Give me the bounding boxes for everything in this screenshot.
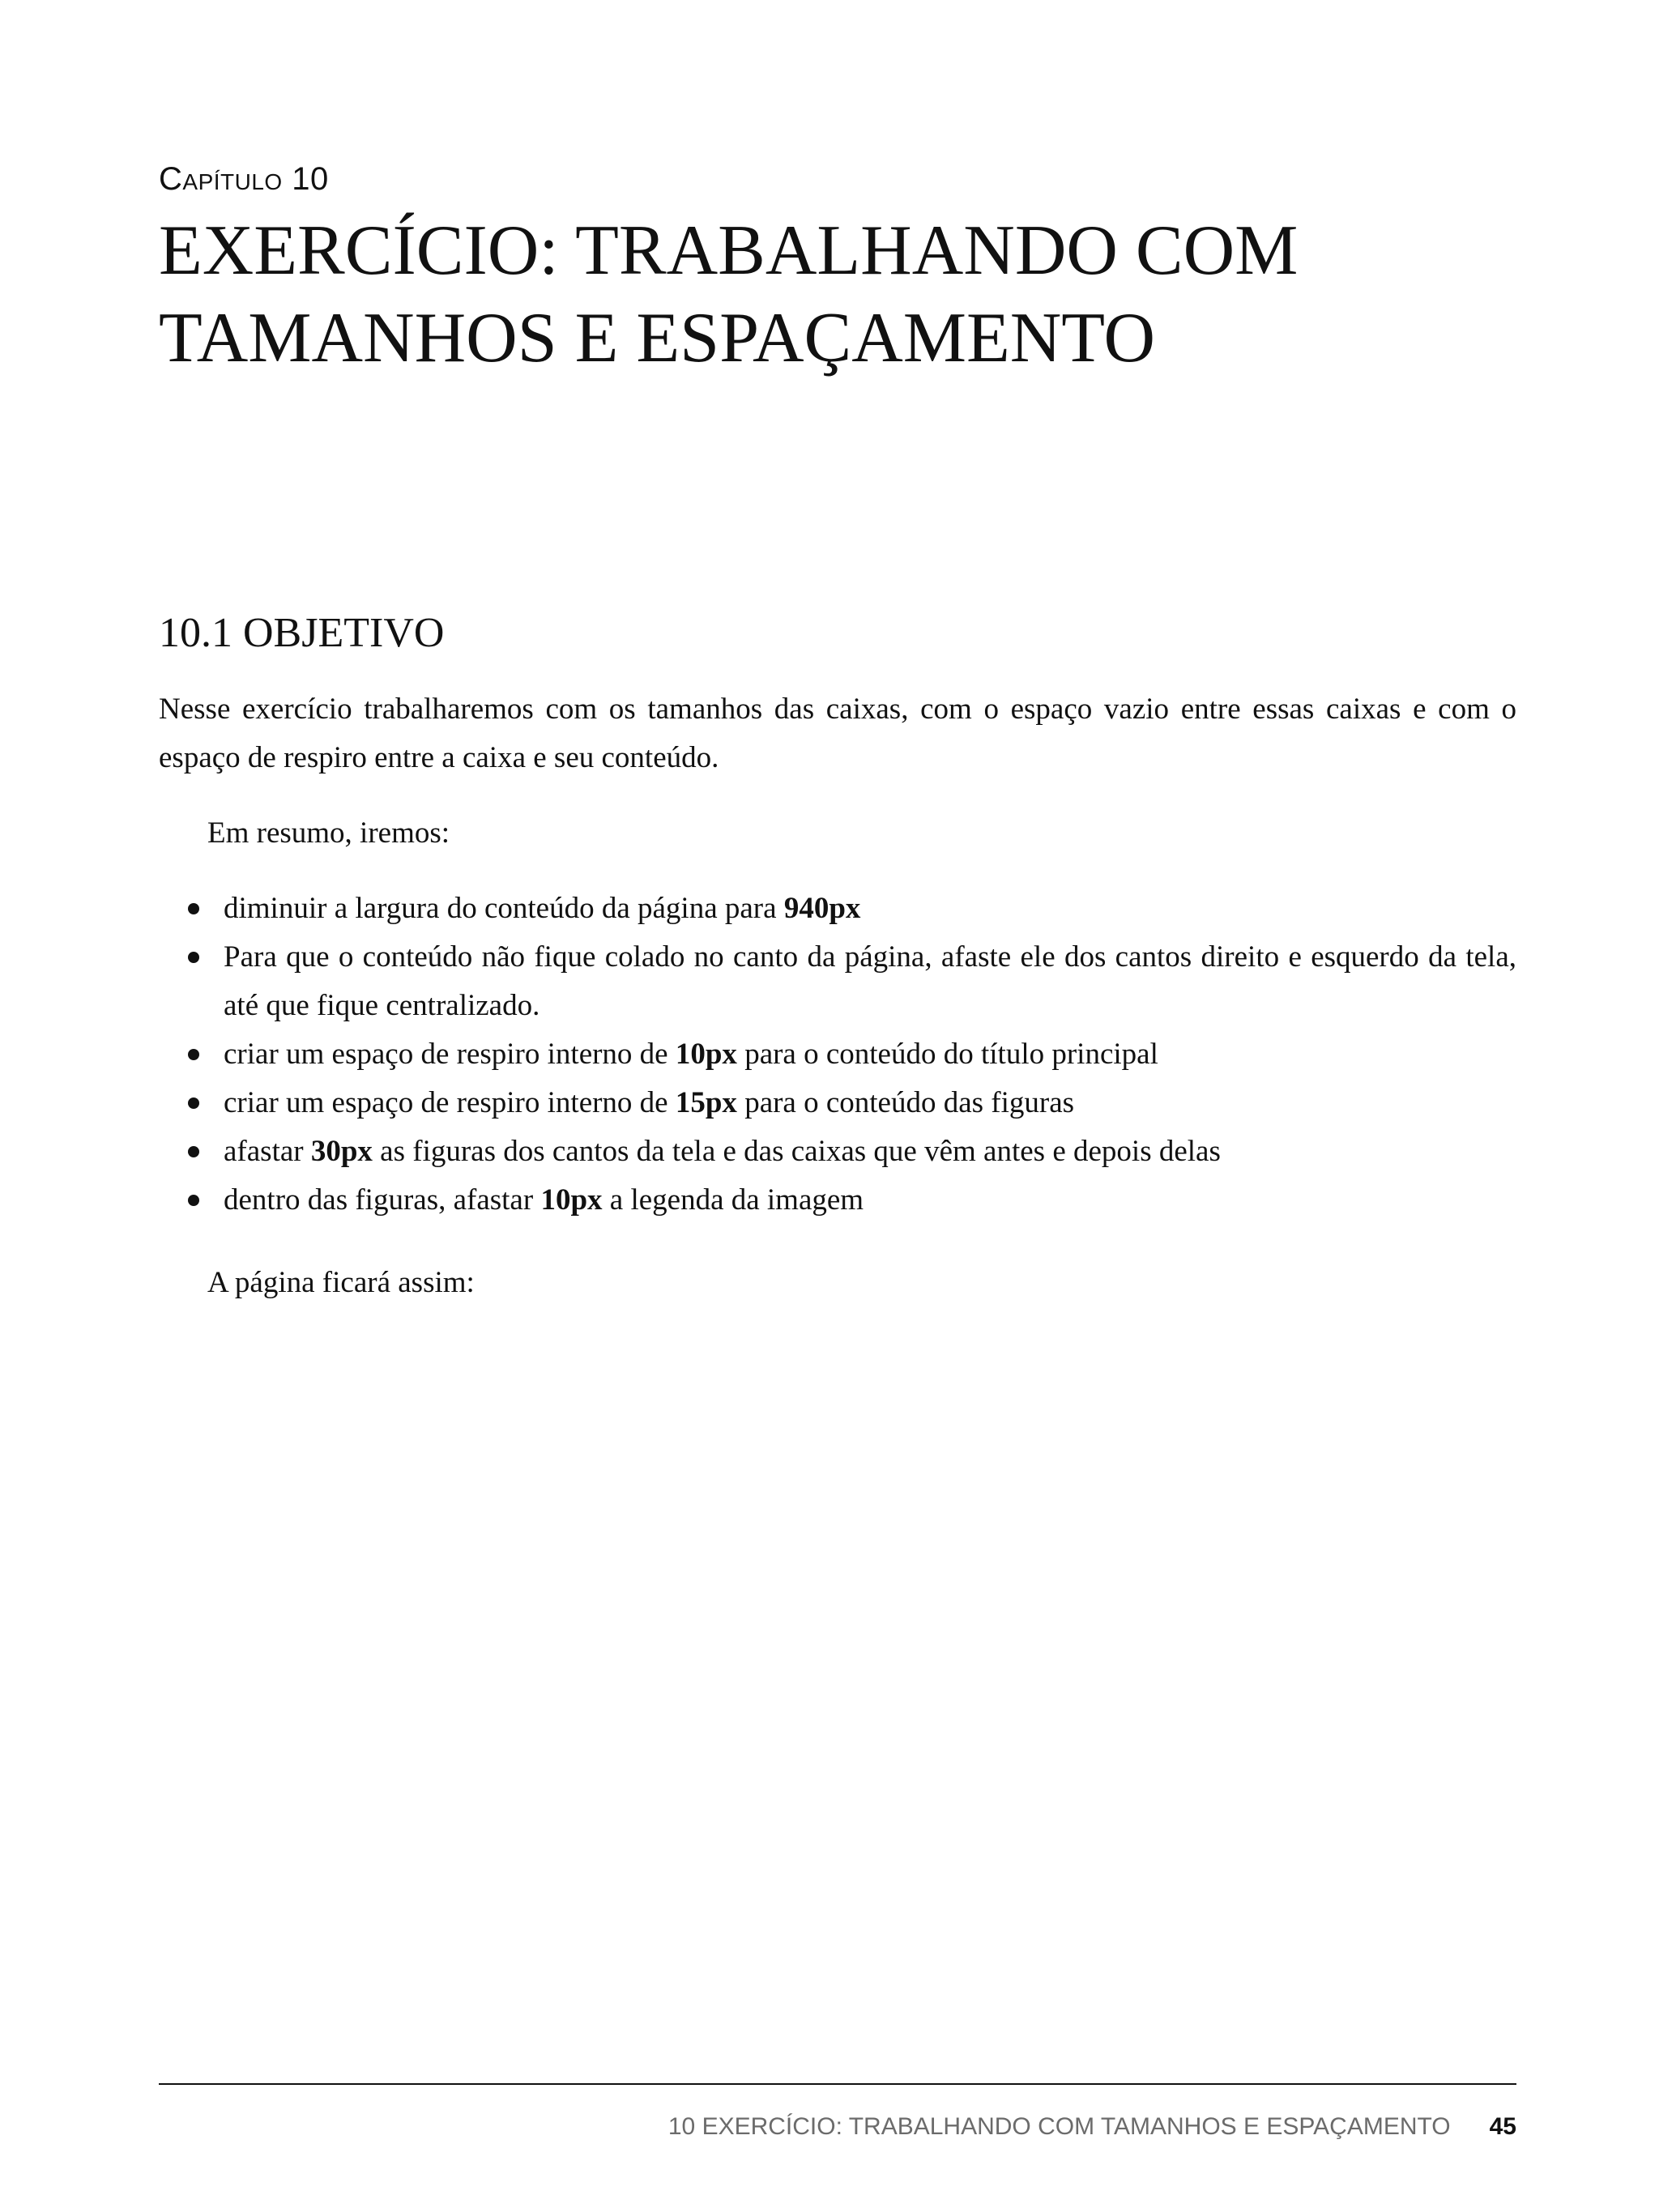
list-item xyxy=(159,1079,1516,1127)
list-item-text-tail: para o conteúdo das figuras xyxy=(736,1086,1075,1119)
list-item-text: criar um espaço de respiro interno de xyxy=(224,1038,676,1071)
list-item-text: dentro das figuras, afastar xyxy=(224,1183,541,1217)
closing-paragraph: A página ficará assim: xyxy=(207,1266,475,1299)
list-item-value: 10px xyxy=(540,1183,603,1217)
list-item xyxy=(159,1127,1516,1176)
list-item xyxy=(159,1176,1516,1225)
footer-running-title: 10 EXERCÍCIO: TRABALHANDO COM TAMANHOS E ESPAÇAMENTO xyxy=(667,2113,1451,2140)
page-footer xyxy=(668,2111,1516,2143)
chapter-title-line-1: EXERCÍCIO: TRABALHANDO COM xyxy=(159,211,1299,290)
list-item-value: 15px xyxy=(675,1086,737,1119)
list-item-value: 940px xyxy=(783,892,861,925)
chapter-title-line-2: TAMANHOS E ESPAÇAMENTO xyxy=(159,299,1156,377)
bullet-icon xyxy=(188,1097,199,1109)
summary-lead: Em resumo, iremos: xyxy=(207,816,450,850)
list-item-text: criar um espaço de respiro interno de xyxy=(224,1086,676,1119)
bullet-icon xyxy=(188,903,199,914)
bullet-icon xyxy=(188,1049,199,1060)
list-item-text: Para que o conteúdo não fique colado no canto da página, afaste ele dos cantos direito e esquerdo da tela, até que fique centralizado. xyxy=(224,940,1516,1022)
section-heading: 10.1 OBJETIVO xyxy=(159,610,445,656)
intro-paragraph: Nesse exercício trabalharemos com os tamanhos das caixas, com o espaço vazio entre essas caixas e com o espaço de respiro entre a caixa e seu conteúdo. xyxy=(159,693,1516,774)
list-item-text: diminuir a largura do conteúdo da página para xyxy=(224,892,784,925)
list-item-value: 10px xyxy=(675,1038,737,1071)
chapter-title xyxy=(159,207,1516,382)
footer-divider xyxy=(159,2083,1516,2085)
bullet-icon xyxy=(188,1146,199,1157)
list-item-text-tail: as figuras dos cantos da tela e das caixas que vêm antes e depois delas xyxy=(372,1135,1221,1168)
chapter-label: Capítulo 10 xyxy=(159,161,329,197)
bullet-icon xyxy=(188,952,199,963)
list-item xyxy=(159,1030,1516,1079)
page-number: 45 xyxy=(1489,2113,1516,2140)
objective-list xyxy=(159,884,1516,1225)
document-page xyxy=(159,0,1516,2212)
list-item-text-tail: a legenda da imagem xyxy=(602,1183,864,1217)
list-item xyxy=(159,884,1516,933)
list-item xyxy=(159,933,1516,1030)
list-item-text: afastar xyxy=(224,1135,311,1168)
list-item-text-tail: para o conteúdo do título principal xyxy=(736,1038,1158,1071)
list-item-value: 30px xyxy=(310,1135,373,1168)
bullet-icon xyxy=(188,1195,199,1206)
